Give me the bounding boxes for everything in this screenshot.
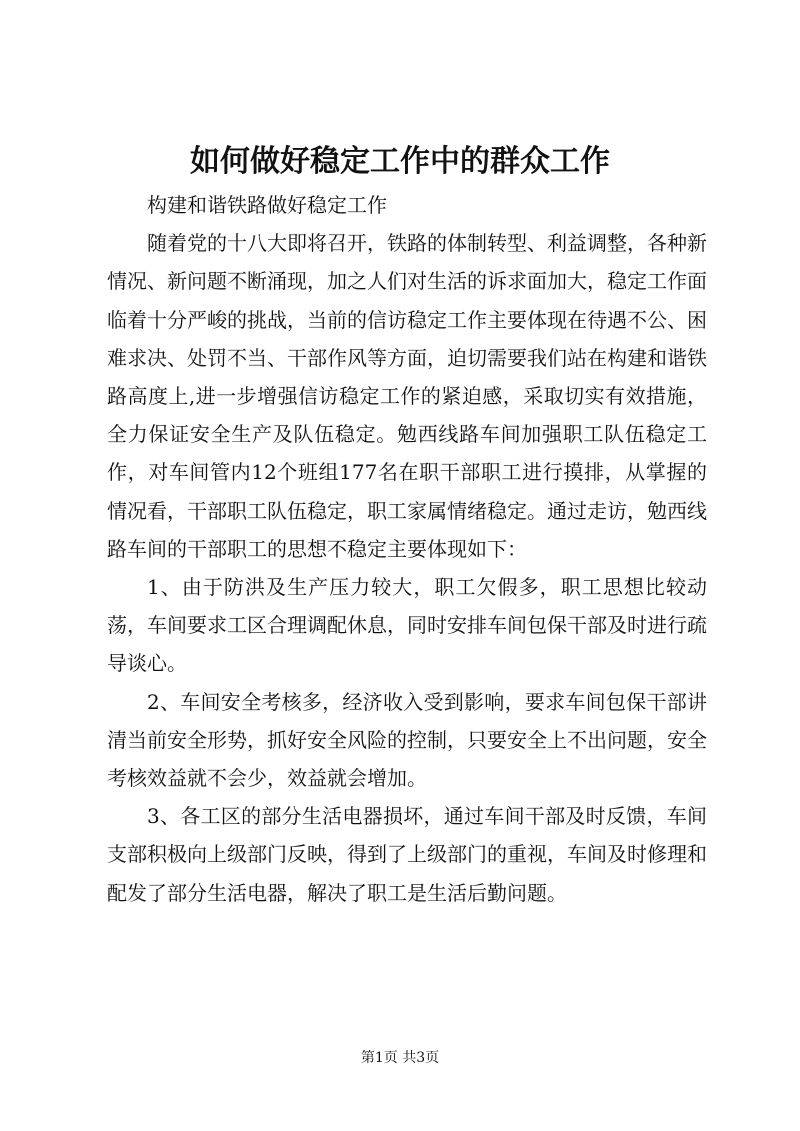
document-body [107, 186, 707, 912]
page-footer: 第1页 共3页 [360, 1050, 440, 1066]
paragraph-subtitle: 构建和谐铁路做好稳定工作 [147, 193, 387, 217]
document-title: 如何做好稳定工作中的群众工作 [190, 144, 610, 179]
paragraph-item-1: 1、由于防洪及生产压力较大，职工欠假多，职工思想比较动荡，车间要求工区合理调配休息，同时安排车间包保干部及时进行疏导谈心。 [107, 575, 707, 676]
paragraph-intro: 随着党的十八大即将召开，铁路的体制转型、利益调整，各种新情况、新问题不断涌现，加之人们对生活的诉求面加大，稳定工作面临着十分严峻的挑战，当前的信访稳定工作主要体现在待遇不公、困难求决、处罚不当、干部作风等方面，迫切需要我们站在构建和谐铁路高度上,进一步增强信访稳定工作的紧迫感，采取切实有效措施，全力保证安全生产及队伍稳定。勉西线路车间加强职工队伍稳定工作，对车间管内12个班组177名在职干部职工进行摸排，从掌握的情况看，干部职工队伍稳定，职工家属情绪稳定。通过走访，勉西线路车间的干部职工的思想不稳定主要体现如下： [107, 231, 707, 561]
paragraph-item-2: 2、车间安全考核多，经济收入受到影响，要求车间包保干部讲清当前安全形势，抓好安全风险的控制，只要安全上不出问题，安全考核效益就不会少，效益就会增加。 [107, 689, 707, 791]
paragraph-item-3: 3、各工区的部分生活电器损坏，通过车间干部及时反馈，车间支部积极向上级部门反映，得到了上级部门的重视，车间及时修理和配发了部分生活电器，解决了职工是生活后勤问题。 [107, 804, 707, 905]
